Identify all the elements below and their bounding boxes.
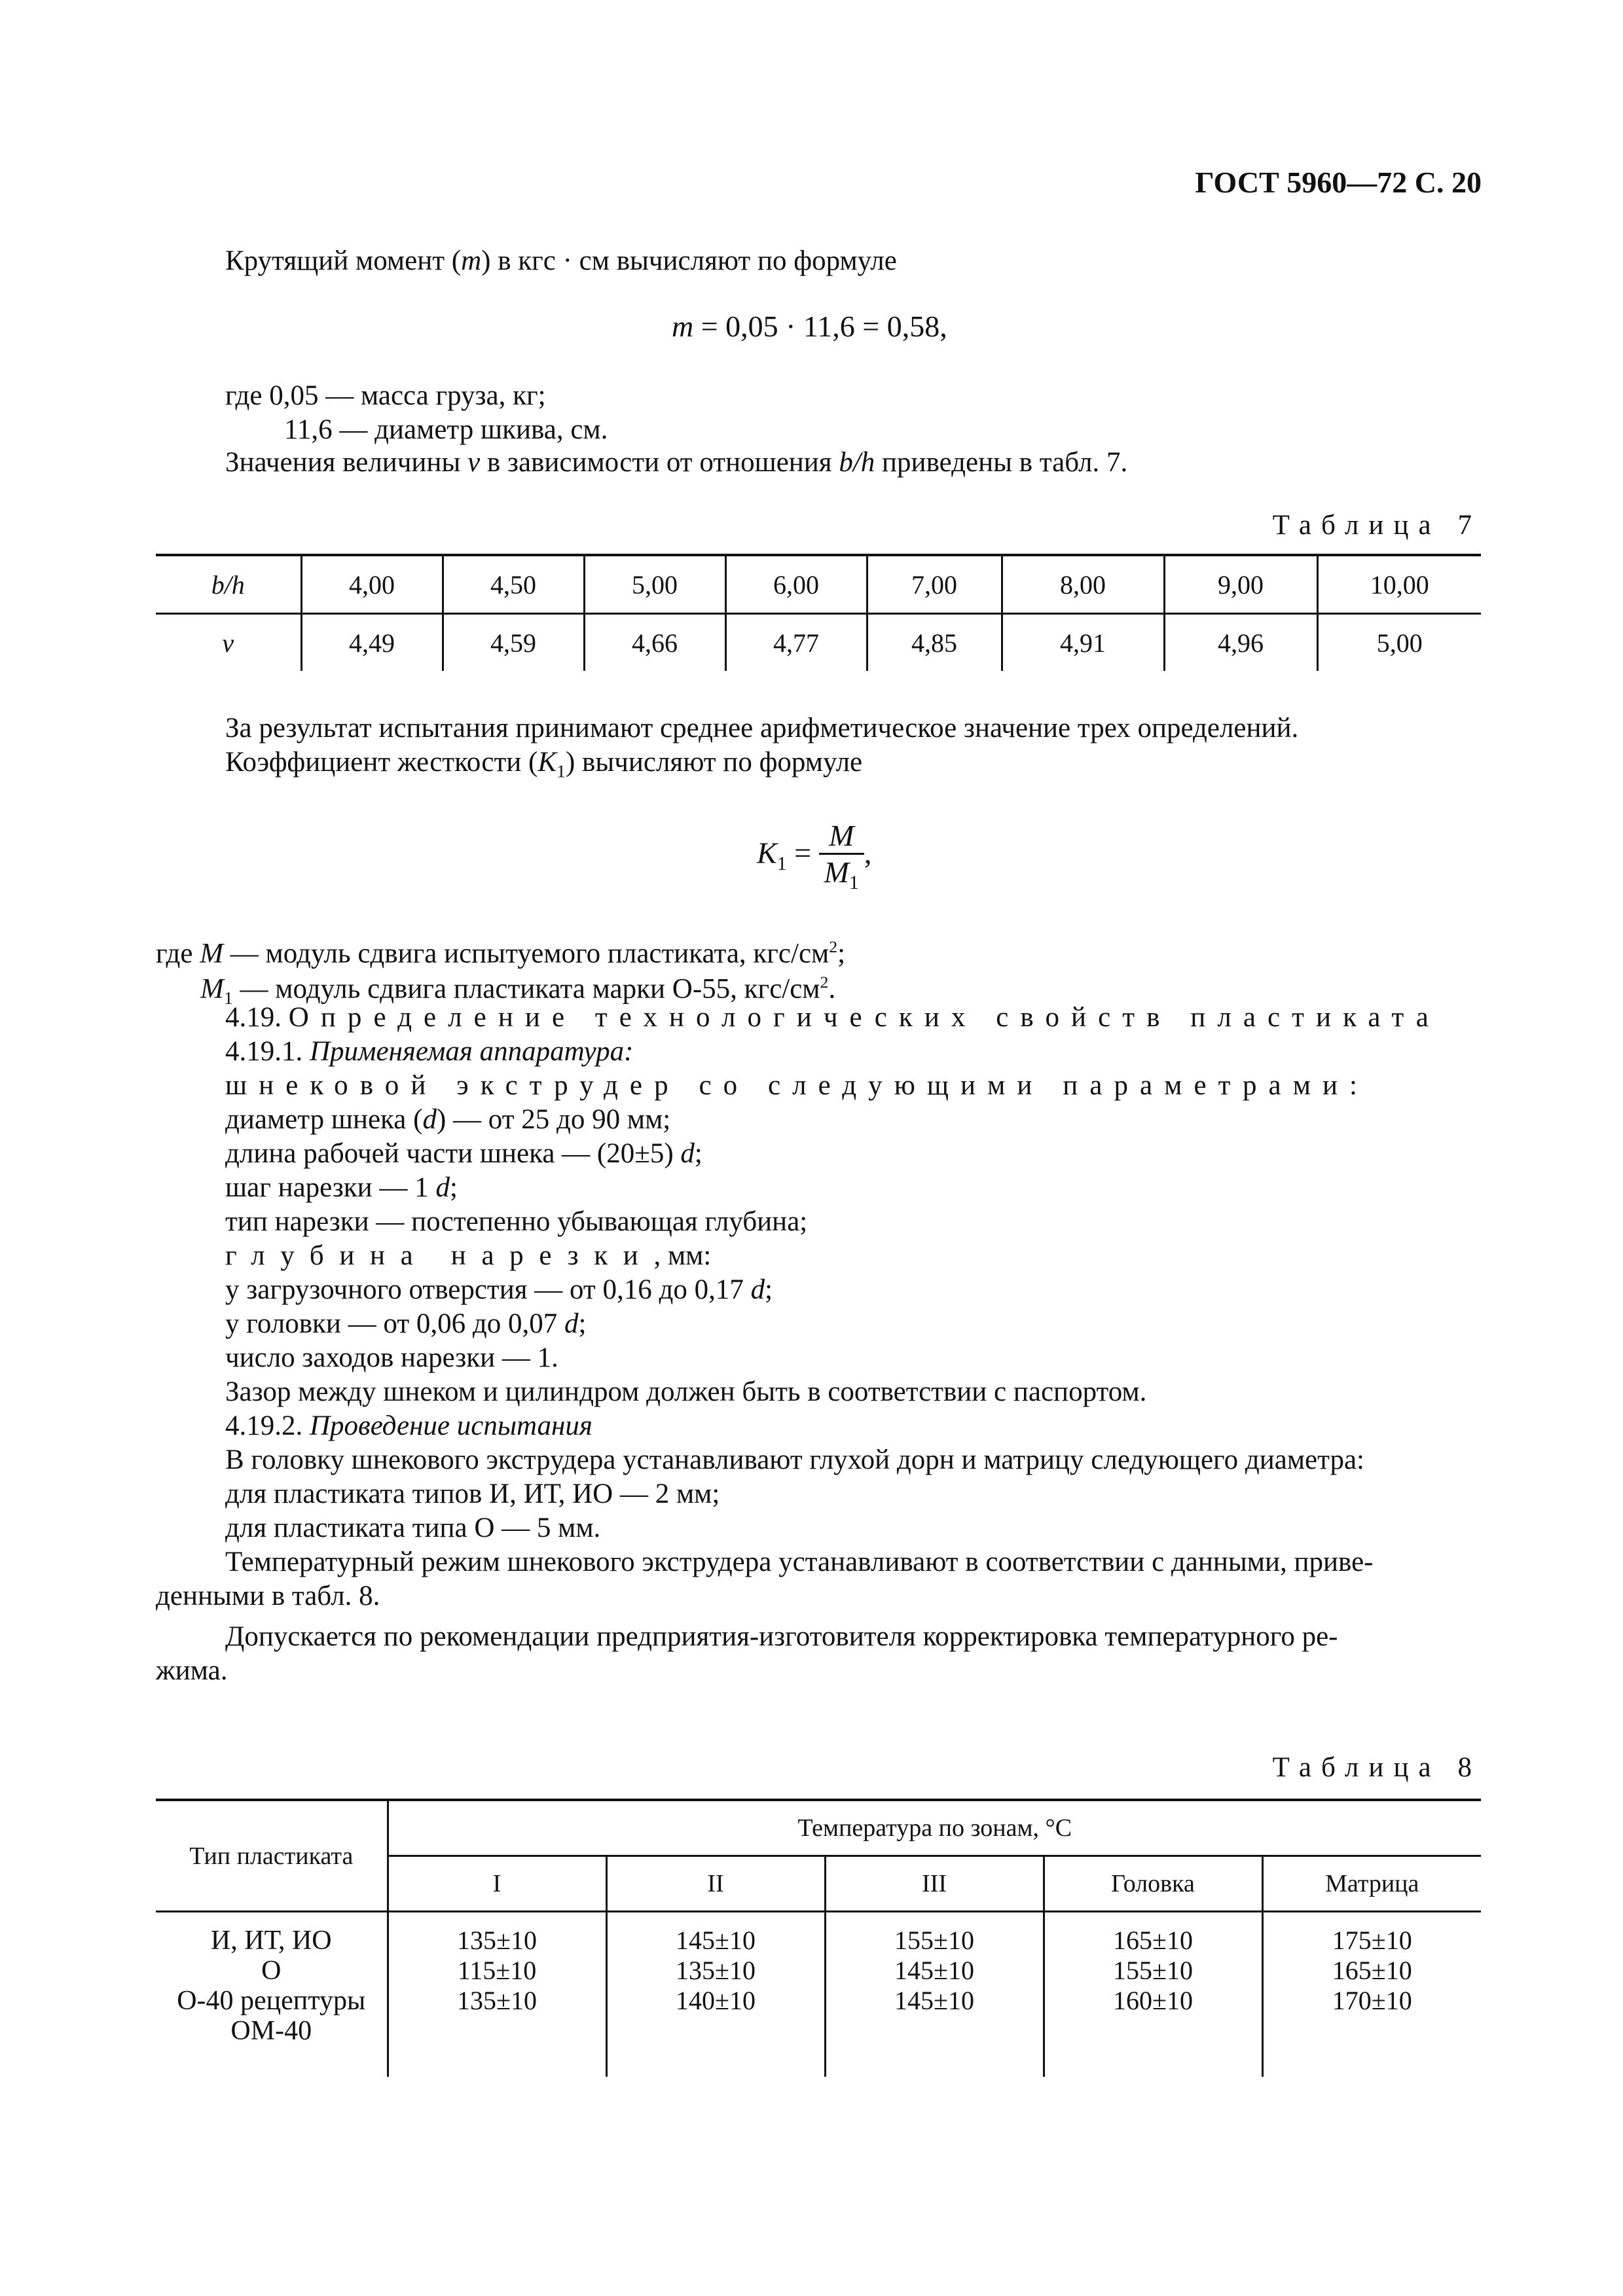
table-cell: 135±10 [457, 1986, 537, 2015]
torque-values-ref: Значения величины v в зависимости от отношения b/h приведены в табл. 7. [225, 447, 1128, 478]
table8-zone-1: I [388, 1856, 606, 1912]
table-row-label: И, ИТ, ИО [210, 1926, 332, 1956]
temp-paragraph-2: денными в табл. 8. [156, 1581, 380, 1611]
page-header: ГОСТ 5960—72 С. 20 [1195, 166, 1482, 199]
param-depth-load: у загрузочного отверстия — от 0,16 до 0,17 d; [225, 1274, 773, 1305]
table7-cell: 4,77 [725, 614, 867, 672]
table-cell: 175±10 [1332, 1926, 1412, 1955]
table7-cell: 9,00 [1164, 555, 1317, 614]
table7-label-ratio: b/h [156, 555, 301, 614]
table-row-label: О [261, 1956, 282, 1986]
table7-cell: 4,00 [301, 555, 443, 614]
subsection-apparatus: 4.19.1. Применяемая аппаратура: [225, 1036, 634, 1067]
table-cell: 165±10 [1113, 1926, 1193, 1955]
param-step: шаг нарезки — 1 d; [225, 1172, 458, 1203]
table-row-label: ОМ-40 [230, 2016, 312, 2046]
table8-zone-3-values [825, 1912, 1044, 2077]
torque-intro: Крутящий момент (m) в кгс · см вычисляют по формуле [225, 245, 897, 276]
stiffness-where-2: $M_1$ — модуль сдвига пластиката марки О-55, кгс/$см^2$. [200, 973, 836, 1009]
table7-cell: 4,91 [1002, 614, 1164, 672]
torque-where-1: где 0,05 — масса груза, кг; [225, 380, 546, 411]
adjust-paragraph-2: жима. [156, 1655, 228, 1686]
table7-label-v: v [222, 628, 234, 658]
table8-caption: Таблица 8 [1272, 1752, 1482, 1783]
table7-cell: 7,00 [867, 555, 1002, 614]
table7-cell: 8,00 [1002, 555, 1164, 614]
torque-where-2: 11,6 — диаметр шкива, см. [284, 414, 608, 445]
table8-col-group: Температура по зонам, °С [388, 1800, 1481, 1856]
table8-zone-2: II [606, 1856, 825, 1912]
result-paragraph: За результат испытания принимают среднее арифметическое значение трех определений. [225, 713, 1299, 744]
stiffness-formula: $K_1$ = $\frac{M}{M_1}$ , [757, 819, 872, 894]
table-cell: 160±10 [1113, 1986, 1193, 2015]
table-cell: 155±10 [894, 1926, 974, 1955]
table-cell: 115±10 [457, 1956, 537, 1985]
extruder-heading: шнековой экструдер со следующими параметрами: [225, 1070, 1370, 1101]
table-cell: 135±10 [676, 1956, 756, 1985]
table7-cell: 5,00 [1317, 614, 1481, 672]
param-length: длина рабочей части шнека — (20±5) d; [225, 1138, 702, 1169]
table-cell: 155±10 [1113, 1956, 1193, 1985]
table8-body [156, 1912, 1481, 2077]
temp-paragraph-1: Температурный режим шнекового экструдера устанавливают в соответствии с данными, приве- [225, 1547, 1374, 1577]
torque-formula: m = 0,05 · 11,6 = 0,58, [672, 310, 947, 343]
section-heading: 4.19. Определение технологических свойств пластиката [225, 1002, 1440, 1033]
table8-zone-1-values [388, 1912, 606, 2077]
mount-types-1: для пластиката типов И, ИТ, ИО — 2 мм; [225, 1479, 720, 1509]
table7-cell: 4,85 [867, 614, 1002, 672]
table8-zone-head: Головка [1044, 1856, 1262, 1912]
table-cell: 140±10 [676, 1986, 756, 2015]
table7-cell: 4,49 [301, 614, 443, 672]
table7-cell: 4,59 [443, 614, 584, 672]
table7-cell: 4,66 [584, 614, 725, 672]
table-cell: 145±10 [894, 1956, 974, 1985]
table8-types [156, 1912, 388, 2077]
stiffness-fraction: $\frac{M}{M_1}$ [819, 818, 864, 894]
table7-row-ratio [156, 555, 1481, 614]
adjust-paragraph-1: Допускается по рекомендации предприятия-изготовителя корректировка температурного ре- [225, 1621, 1338, 1652]
table7-caption: Таблица 7 [1272, 510, 1482, 541]
param-depth: глубина нарезки, мм: [225, 1240, 712, 1271]
mount-paragraph: В головку шнекового экструдера устанавливают глухой дорн и матрицу следующего диаметра: [225, 1444, 1364, 1475]
table8-col-type: Тип пластиката [156, 1800, 388, 1912]
table8-zone-2-values [606, 1912, 825, 2077]
table7-cell: 10,00 [1317, 555, 1481, 614]
table-cell: 135±10 [457, 1926, 537, 1955]
stiffness-where-1: где M — модуль сдвига испытуемого пластиката, кгс/$см^2$; [156, 937, 846, 969]
table7-cell: 5,00 [584, 555, 725, 614]
table8-zone-3: III [825, 1856, 1044, 1912]
table8-die-values [1262, 1912, 1481, 2077]
param-turns: число заходов нарезки — 1. [225, 1342, 558, 1373]
param-gap: Зазор между шнеком и цилиндром должен быть в соответствии с паспортом. [225, 1376, 1147, 1407]
mount-types-2: для пластиката типа О — 5 мм. [225, 1513, 601, 1543]
table7-cell: 4,96 [1164, 614, 1317, 672]
table7-cell: 4,50 [443, 555, 584, 614]
table8-zone-die: Матрица [1262, 1856, 1481, 1912]
param-depth-head: у головки — от 0,06 до 0,07 d; [225, 1308, 587, 1339]
param-diameter: диаметр шнека (d) — от 25 до 90 мм; [225, 1104, 671, 1135]
param-type: тип нарезки — постепенно убывающая глубина; [225, 1206, 808, 1237]
table-row-label: О-40 рецептуры [177, 1986, 366, 2016]
table-cell: 165±10 [1332, 1956, 1412, 1985]
stiffness-intro: Коэффициент жесткости $(K_1)$ вычисляют по формуле [225, 747, 863, 782]
table-cell: 170±10 [1332, 1986, 1412, 2015]
subsection-testing: 4.19.2. Проведение испытания [225, 1410, 593, 1441]
table8-head-values [1044, 1912, 1262, 2077]
table-cell: 145±10 [894, 1986, 974, 2015]
table7-row-v [156, 614, 1481, 672]
table7 [156, 554, 1481, 671]
table7-cell: 6,00 [725, 555, 867, 614]
table8 [156, 1799, 1481, 2077]
table-cell: 145±10 [676, 1926, 756, 1955]
